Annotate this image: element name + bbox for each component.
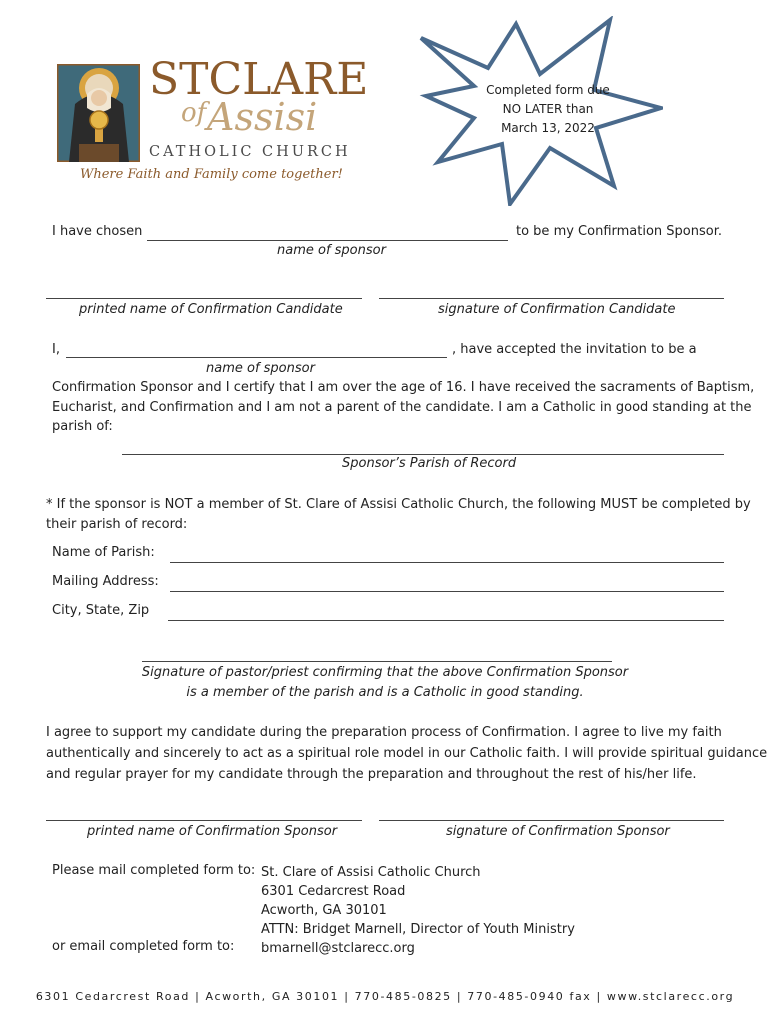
candidate-printed-caption: printed name of Confirmation Candidate: [79, 302, 343, 317]
chosen-suffix: to be my Confirmation Sponsor.: [516, 224, 723, 239]
chosen-prefix: I have chosen: [52, 224, 143, 239]
agreement-line3: and regular prayer for my candidate through the preparation and throughout the rest of his/her life.: [46, 767, 697, 782]
email-label: or email completed form to:: [52, 939, 235, 954]
city-state-zip-line[interactable]: [168, 620, 724, 621]
pastor-caption-line2: is a member of the parish and is a Catholic in good standing.: [186, 684, 584, 700]
deadline-line2: NO LATER than: [502, 102, 594, 116]
deadline-text: [458, 81, 638, 138]
logo-subtitle: CATHOLIC CHURCH: [149, 144, 351, 160]
parish-of-record-line[interactable]: [122, 454, 724, 455]
address-line3: Acworth, GA 30101: [261, 903, 387, 918]
agreement-line2: authentically and sincerely to act as a spiritual role model in our Catholic faith. I will provide spiritual guidance: [46, 746, 768, 761]
pastor-signature-line[interactable]: [142, 661, 612, 662]
certification-line3: parish of:: [52, 419, 113, 434]
logo-tagline: Where Faith and Family come together!: [80, 167, 343, 182]
certification-line1: Confirmation Sponsor and I certify that I am over the age of 16. I have received the sacraments of Baptism,: [52, 380, 755, 395]
sponsor-i-suffix: , have accepted the invitation to be a: [452, 342, 697, 357]
deadline-line1: Completed form due: [486, 83, 610, 97]
address-line4: ATTN: Bridget Marnell, Director of Youth Ministry: [261, 922, 575, 937]
sponsor-printed-name-line[interactable]: [46, 820, 362, 821]
saint-clare-image: [57, 64, 140, 162]
mailing-address-block: [261, 863, 575, 958]
sponsor-agreement: [46, 722, 767, 785]
sponsor-i-caption: name of sponsor: [206, 361, 315, 376]
sponsor-printed-caption: printed name of Confirmation Sponsor: [87, 824, 338, 839]
city-state-zip-label: City, State, Zip: [52, 603, 150, 618]
non-member-line2: their parish of record:: [46, 516, 188, 532]
candidate-signature-line[interactable]: [379, 298, 724, 299]
sponsor-certification: [52, 378, 754, 437]
sponsor-name-caption: name of sponsor: [277, 243, 386, 258]
non-member-line1: * If the sponsor is NOT a member of St. Clare of Assisi Catholic Church, the following MUST be completed by: [46, 497, 751, 512]
deadline-line3: March 13, 2022: [501, 121, 595, 135]
mail-label: Please mail completed form to:: [52, 863, 256, 878]
address-line1: St. Clare of Assisi Catholic Church: [261, 865, 481, 880]
footer-contact: 6301 Cedarcrest Road | Acworth, GA 30101 | 770-485-0825 | 770-485-0940 fax | www.stclarecc.org: [35, 990, 735, 1003]
pastor-signature-caption: [0, 663, 770, 702]
logo-assisi: Assisi: [207, 95, 318, 139]
candidate-signature-caption: signature of Confirmation Candidate: [438, 302, 676, 317]
mailing-address-line[interactable]: [170, 591, 724, 592]
agreement-line1: I agree to support my candidate during the preparation process of Confirmation. I agree to live my faith: [46, 725, 722, 740]
address-line2: 6301 Cedarcrest Road: [261, 884, 406, 899]
candidate-printed-name-line[interactable]: [46, 298, 362, 299]
sponsor-signature-caption: signature of Confirmation Sponsor: [446, 824, 670, 839]
certification-line2: Eucharist, and Confirmation and I am not a parent of the candidate. I am a Catholic in good standing at the: [52, 399, 752, 415]
sponsor-name-line[interactable]: [147, 240, 508, 241]
contact-email[interactable]: bmarnell@stclarecc.org: [261, 941, 415, 956]
sponsor-signature-line[interactable]: [379, 820, 724, 821]
logo-stclare: STCLARE: [149, 54, 369, 105]
sponsor-i-name-line[interactable]: [66, 357, 447, 358]
pastor-caption-line1: Signature of pastor/priest confirming that the above Confirmation Sponsor: [141, 665, 629, 680]
non-member-notice: [46, 495, 751, 534]
church-logo: [57, 54, 369, 193]
parish-name-line[interactable]: [170, 562, 724, 563]
mailing-address-label: Mailing Address:: [52, 574, 159, 589]
logo-of: of: [181, 98, 207, 128]
sponsor-i-prefix: I,: [52, 342, 60, 357]
parish-of-record-caption: Sponsor’s Parish of Record: [342, 456, 517, 471]
parish-name-label: Name of Parish:: [52, 545, 155, 560]
